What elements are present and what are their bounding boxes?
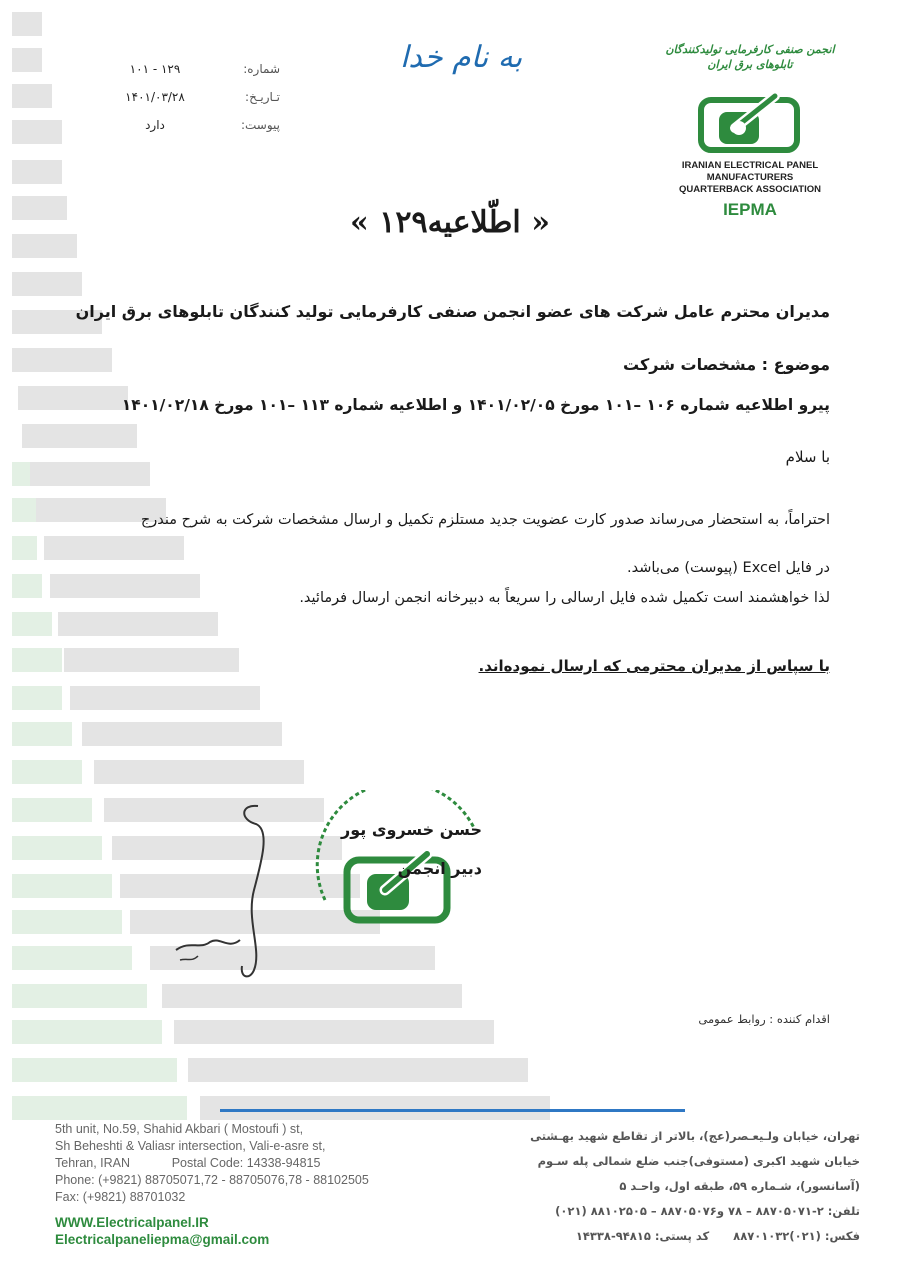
footer-divider (220, 1109, 685, 1112)
announcement-title: « اطّلاعیه۱۲۹ » (350, 205, 550, 240)
footer-fa-phone: تلفن: ۲-۸۸۷۰۵۰۷۱ – ۷۸ و۸۸۷۰۵۰۷۶ – ۸۸۱۰۲۵۰۵ (۰۲۱) (555, 1204, 860, 1218)
thanks-line: با سپاس از مدیران محترمی که ارسال نموده‌اند. (478, 657, 830, 675)
logo-english-line2: MANUFACTURERS (706, 172, 794, 183)
logo-mark-icon (695, 88, 805, 158)
number-value: ۱۲۹ - ۱۰۱ (129, 62, 181, 76)
signature-block (222, 820, 482, 878)
footer-fa-line3: (آسانسور)، شـماره ۵۹، طبقه اول، واحـد ۵ (619, 1179, 860, 1193)
footer-email-link[interactable]: Electricalpaneliepma@gmail.com (55, 1232, 270, 1247)
footer-en-fax: Fax: (+9821) 88701032 (55, 1190, 186, 1204)
basmala: به نام خدا (400, 40, 523, 75)
association-logo (655, 38, 845, 223)
logo-english-line1: IRANIAN ELECTRICAL PANEL (681, 160, 819, 171)
signatory-role: دبیر انجمن (397, 859, 482, 878)
footer-english (55, 1121, 369, 1248)
footer-fa-fax: فکس: (۰۲۱)۸۸۷۰۱۰۳۲ کد پستی: ۹۴۸۱۵-۱۴۳۳۸ (575, 1229, 860, 1243)
paragraph-1: احتراماً، به استحضار می‌رساند صدور کارت عضویت جدید مستلزم تکمیل و ارسال مشخصات شرکت به شرح مندرج در فایل Excel (پیوست) می‌باشد. (140, 512, 830, 576)
subject: موضوع : مشخصات شرکت (623, 355, 830, 374)
attachment-value: دارد (145, 118, 165, 132)
greeting: با سلام (785, 448, 830, 466)
paragraph-2: لذا خواهشمند است تکمیل شده فایل ارسالی را سریعاً به دبیرخانه انجمن ارسال فرمائید. (299, 590, 830, 606)
date-value: ۱۴۰۱/۰۳/۲۸ (125, 90, 185, 104)
number-row (120, 62, 280, 82)
logo-abbr: IEPMA (723, 200, 777, 219)
logo-english-line3: QUARTERBACK ASSOCIATION (679, 184, 821, 195)
addressee: مدیران محترم عامل شرکت های عضو انجمن صنفی کارفرمایی تولید کنندگان تابلوهای برق ایران (75, 302, 830, 321)
date-label: تـاریـخ: (245, 90, 280, 104)
footer-en-phone: Phone: (+9821) 88705071,72 - 88705076,78 - 88102505 (55, 1173, 369, 1187)
attachment-row (120, 118, 280, 138)
follow-up-line: پیرو اطلاعیه شماره ۱۰۶ –۱۰۱ مورخ ۱۴۰۱/۰۲/۰۵ و اطلاعیه شماره ۱۱۳ –۱۰۱ مورخ ۱۴۰۱/۰۲/۱۸ (121, 396, 830, 414)
logo-english-text (655, 160, 845, 196)
attachment-label: پیوست: (240, 118, 280, 132)
logo-persian-text: انجمن صنفی کارفرمایی تولیدکنندگان تابلوهای برق ایران (665, 43, 835, 71)
date-row (120, 90, 280, 110)
footer-en-line3: Tehran, IRAN Postal Code: 14338-94815 (55, 1156, 321, 1170)
footer-fa-line2: خیابان شهید اکبری (مستوفی)جنب ضلع شمالی پله سـوم (537, 1154, 860, 1168)
footer-fa-line1: تهران، خیابان ولـیعـصر(عج)، بالاتر از تقاطع شهید بهـشتی (530, 1129, 860, 1143)
number-label: شماره: (243, 62, 280, 76)
footer-en-line2: Sh Beheshti & Valiasr intersection, Vali-e-asre st, (55, 1139, 326, 1153)
footer-persian (530, 1124, 860, 1249)
signatory-name: حسن خسروی پور (341, 820, 482, 839)
footer-en-line1: 5th unit, No.59, Shahid Akbari ( Mostoufi ) st, (55, 1122, 304, 1136)
footer-website-link[interactable]: WWW.Electricalpanel.IR (55, 1215, 209, 1230)
action-by: اقدام کننده : روابط عمومی (698, 1012, 830, 1026)
